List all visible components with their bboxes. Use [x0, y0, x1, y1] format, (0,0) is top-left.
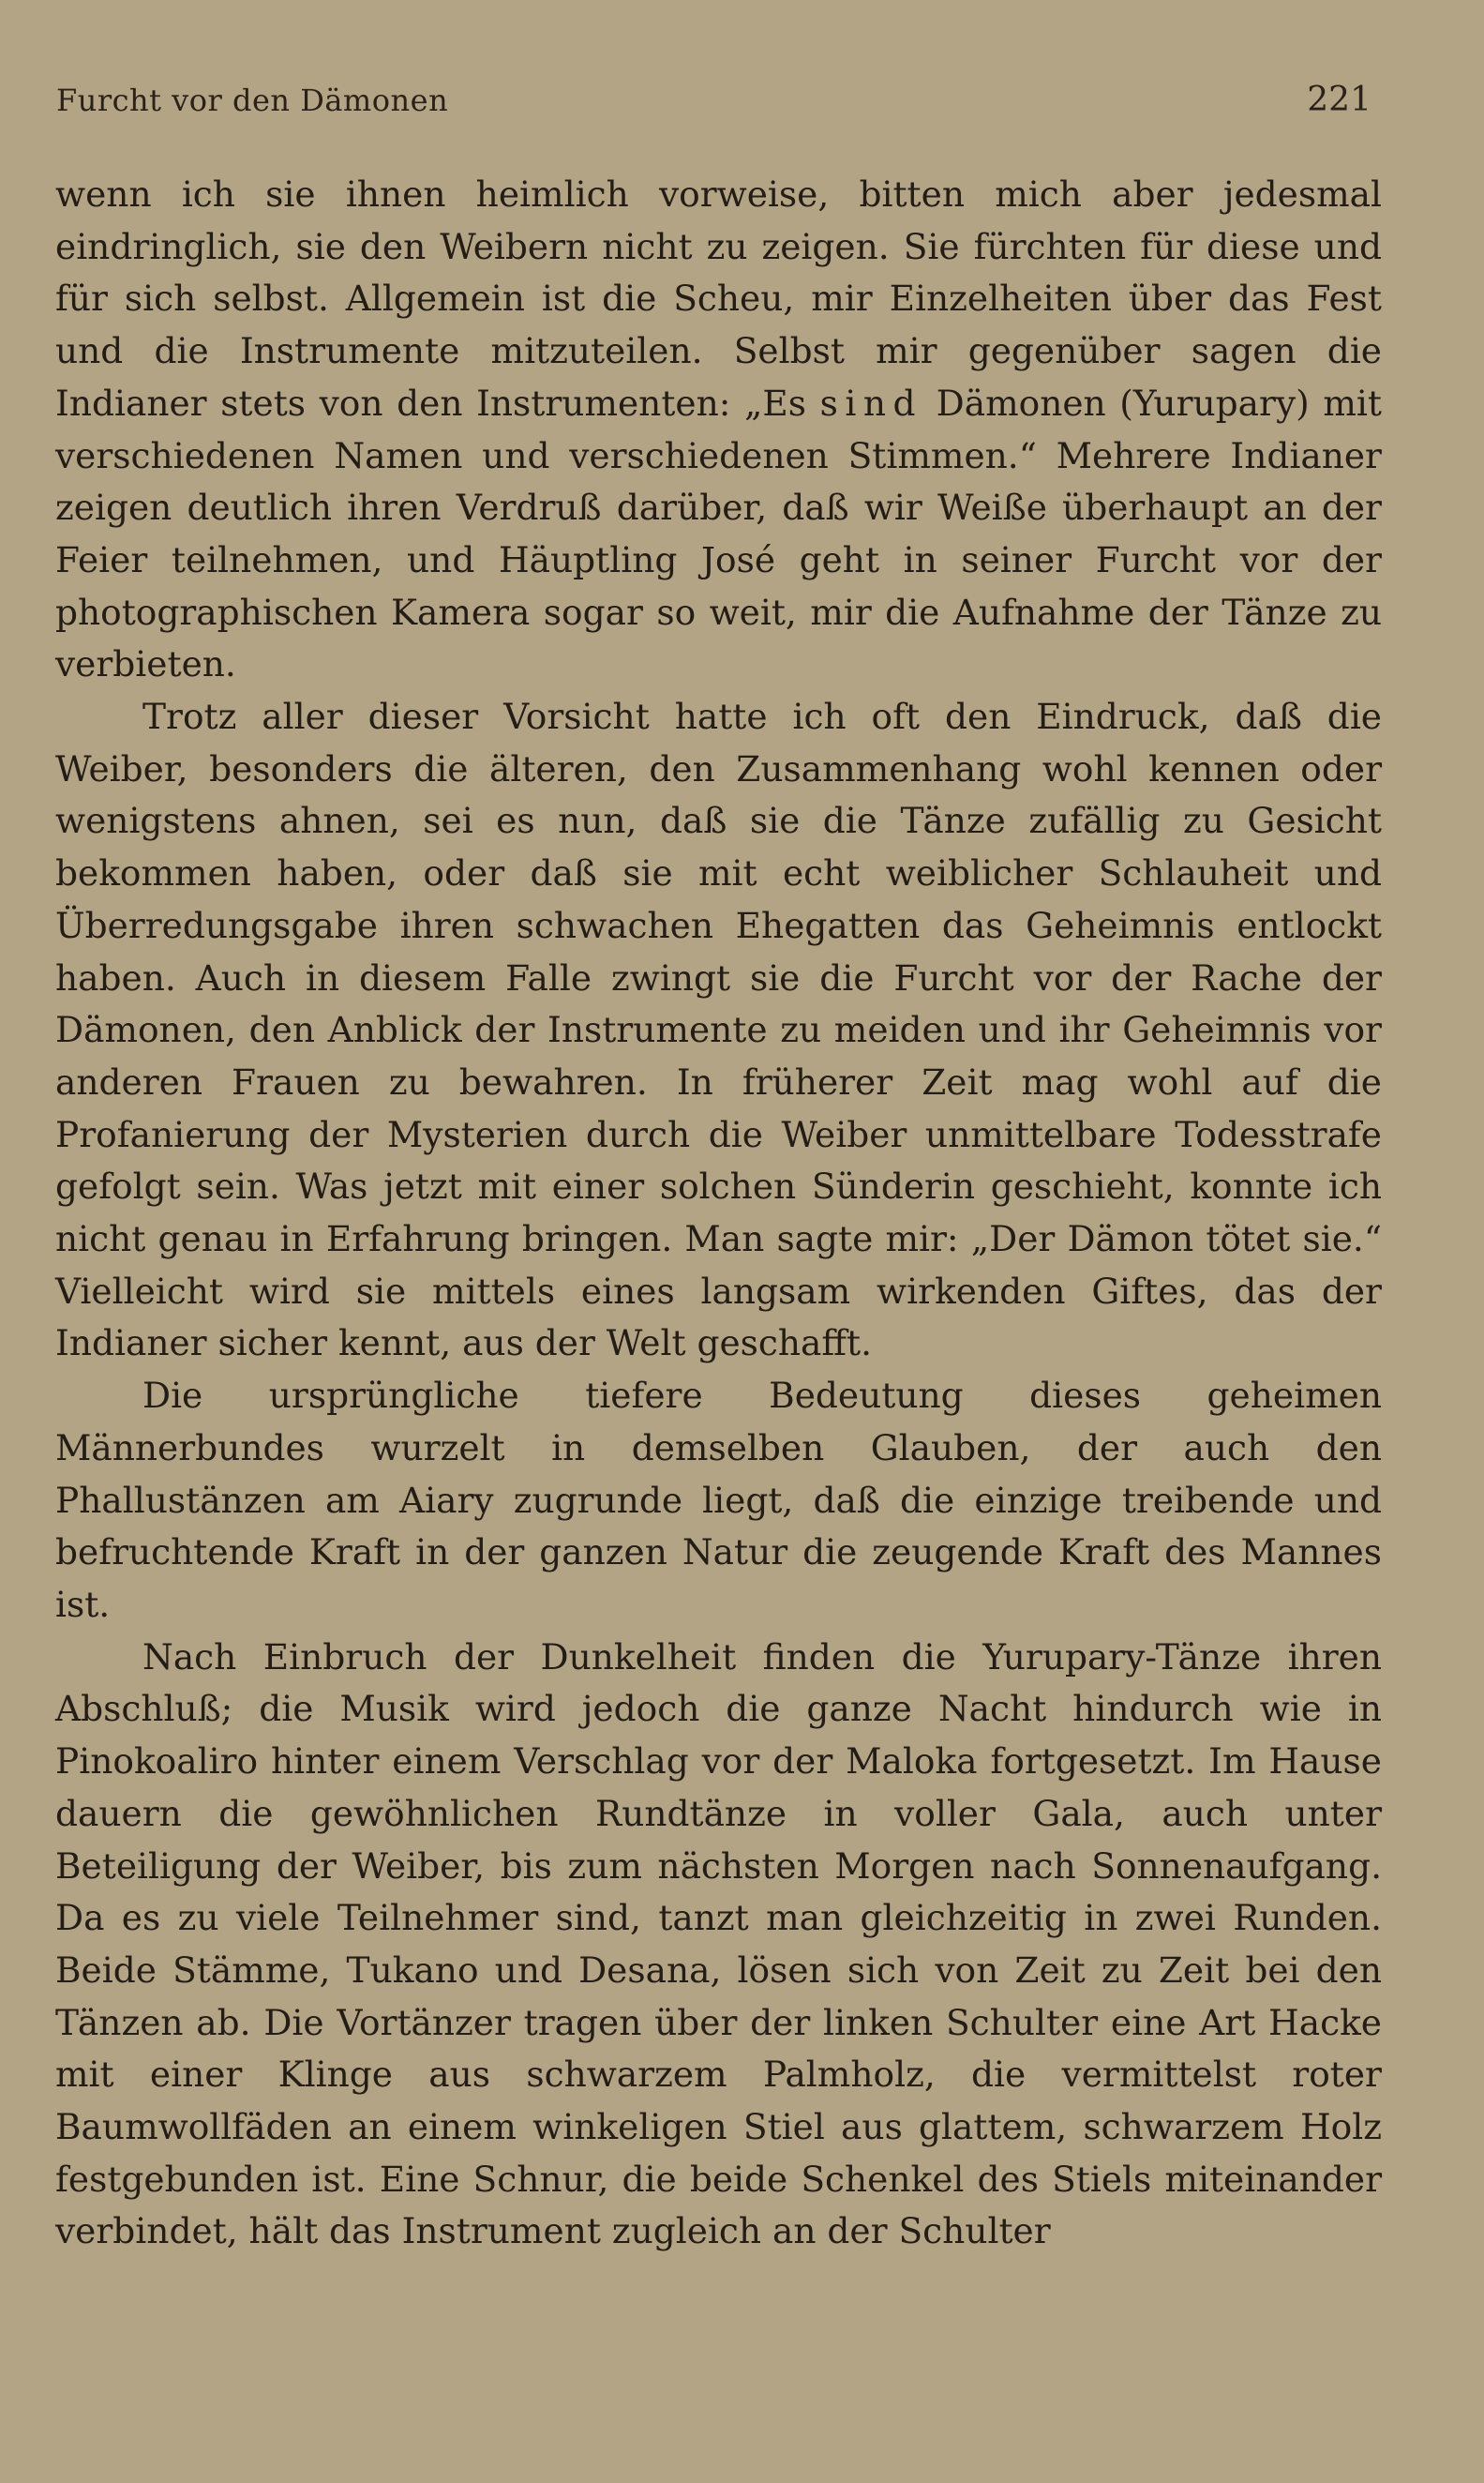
paragraph-2: Trotz aller dieser Vorsicht hatte ich oft den Eindruck, daß die Weiber, besonders die älteren, den Zusammenhang wohl kennen oder wenigstens ahnen, sei es nun, daß sie die Tänze zufällig zu Gesicht bekommen haben, oder daß sie mit echt weiblicher Schlauheit und Überredungsgabe ihren schwachen Ehegatten das Geheimnis entlockt haben. Auch in diesem Falle zwingt sie die Furcht vor der Rache der Dämonen, den Anblick der Instrumente zu meiden und ihr Geheimnis vor anderen Frauen zu bewahren. In früherer Zeit mag wohl auf die Profanierung der Mysterien durch die Weiber unmittelbare Todesstrafe gefolgt sein. Was jetzt mit einer solchen Sünderin geschieht, konnte ich nicht genau in Erfahrung bringen. Man sagte mir: „Der Dämon tötet sie.“ Vielleicht wird sie mittels eines langsam wirkenden Giftes, das der Indianer sicher kennt, aus der Welt geschafft.	[55, 696, 1382, 1364]
paragraph-4: Nach Einbruch der Dunkelheit finden die Yurupary-Tänze ihren Abschluß; die Musik wird jedoch die ganze Nacht hindurch wie in Pinokoaliro hinter einem Verschlag vor der Maloka fortgesetzt. Im Hause dauern die gewöhnlichen Rundtänze in voller Gala, auch unter Beteiligung der Weiber, bis zum nächsten Morgen nach Sonnenaufgang. Da es zu viele Teilnehmer sind, tanzt man gleichzeitig in zwei Runden. Beide Stämme, Tukano und Desana, lösen sich von Zeit zu Zeit bei den Tänzen ab. Die Vortänzer tragen über der linken Schulter eine Art Hacke mit einer Klinge aus schwarzem Palmholz, die vermittelst roter Baumwollfäden an einem winkeligen Stiel aus glattem, schwarzem Holz festgebunden ist. Eine Schnur, die beide Schenkel des Stiels miteinander verbindet, hält das Instrument zugleich an der Schulter	[55, 1635, 1382, 2252]
running-title: Furcht vor den Dämonen	[56, 83, 449, 118]
body-text	[55, 169, 1382, 2258]
paragraph-1-part-2: Dämonen (Yurupary) mit verschiedenen Namen und verschiedenen Stimmen.“ Mehrere Indianer zeigen deutlich ihren Verdruß darüber, daß wir Weiße überhaupt an der Feier teilnehmen, und Häuptling José geht in seiner Furcht vor der photographischen Kamera sogar so weit, mir die Aufnahme der Tänze zu verbieten.	[55, 382, 1382, 685]
paragraph-1	[55, 169, 1382, 691]
paragraph-3: Die ursprüngliche tiefere Bedeutung dieses geheimen Männerbundes wurzelt in demselben Glauben, der auch den Phallustänzen am Aiary zugrunde liegt, daß die einzige treibende und befruchtende Kraft in der ganzen Natur die zeugende Kraft des Mannes ist.	[55, 1375, 1382, 1625]
page-header	[56, 81, 1372, 128]
paragraph-1-part-1: wenn ich sie ihnen heimlich vorweise, bitten mich aber jedesmal eindringlich, sie den Weibern nicht zu zeigen. Sie fürchten für diese und für sich selbst. Allgemein ist die Scheu, mir Einzelheiten über das Fest und die Instrumente mitzuteilen. Selbst mir gegenüber sagen die Indianer stets von den Instrumenten: „Es	[55, 173, 1382, 424]
spaced-emphasis: sind	[819, 382, 923, 424]
page-number: 221	[1307, 81, 1372, 119]
